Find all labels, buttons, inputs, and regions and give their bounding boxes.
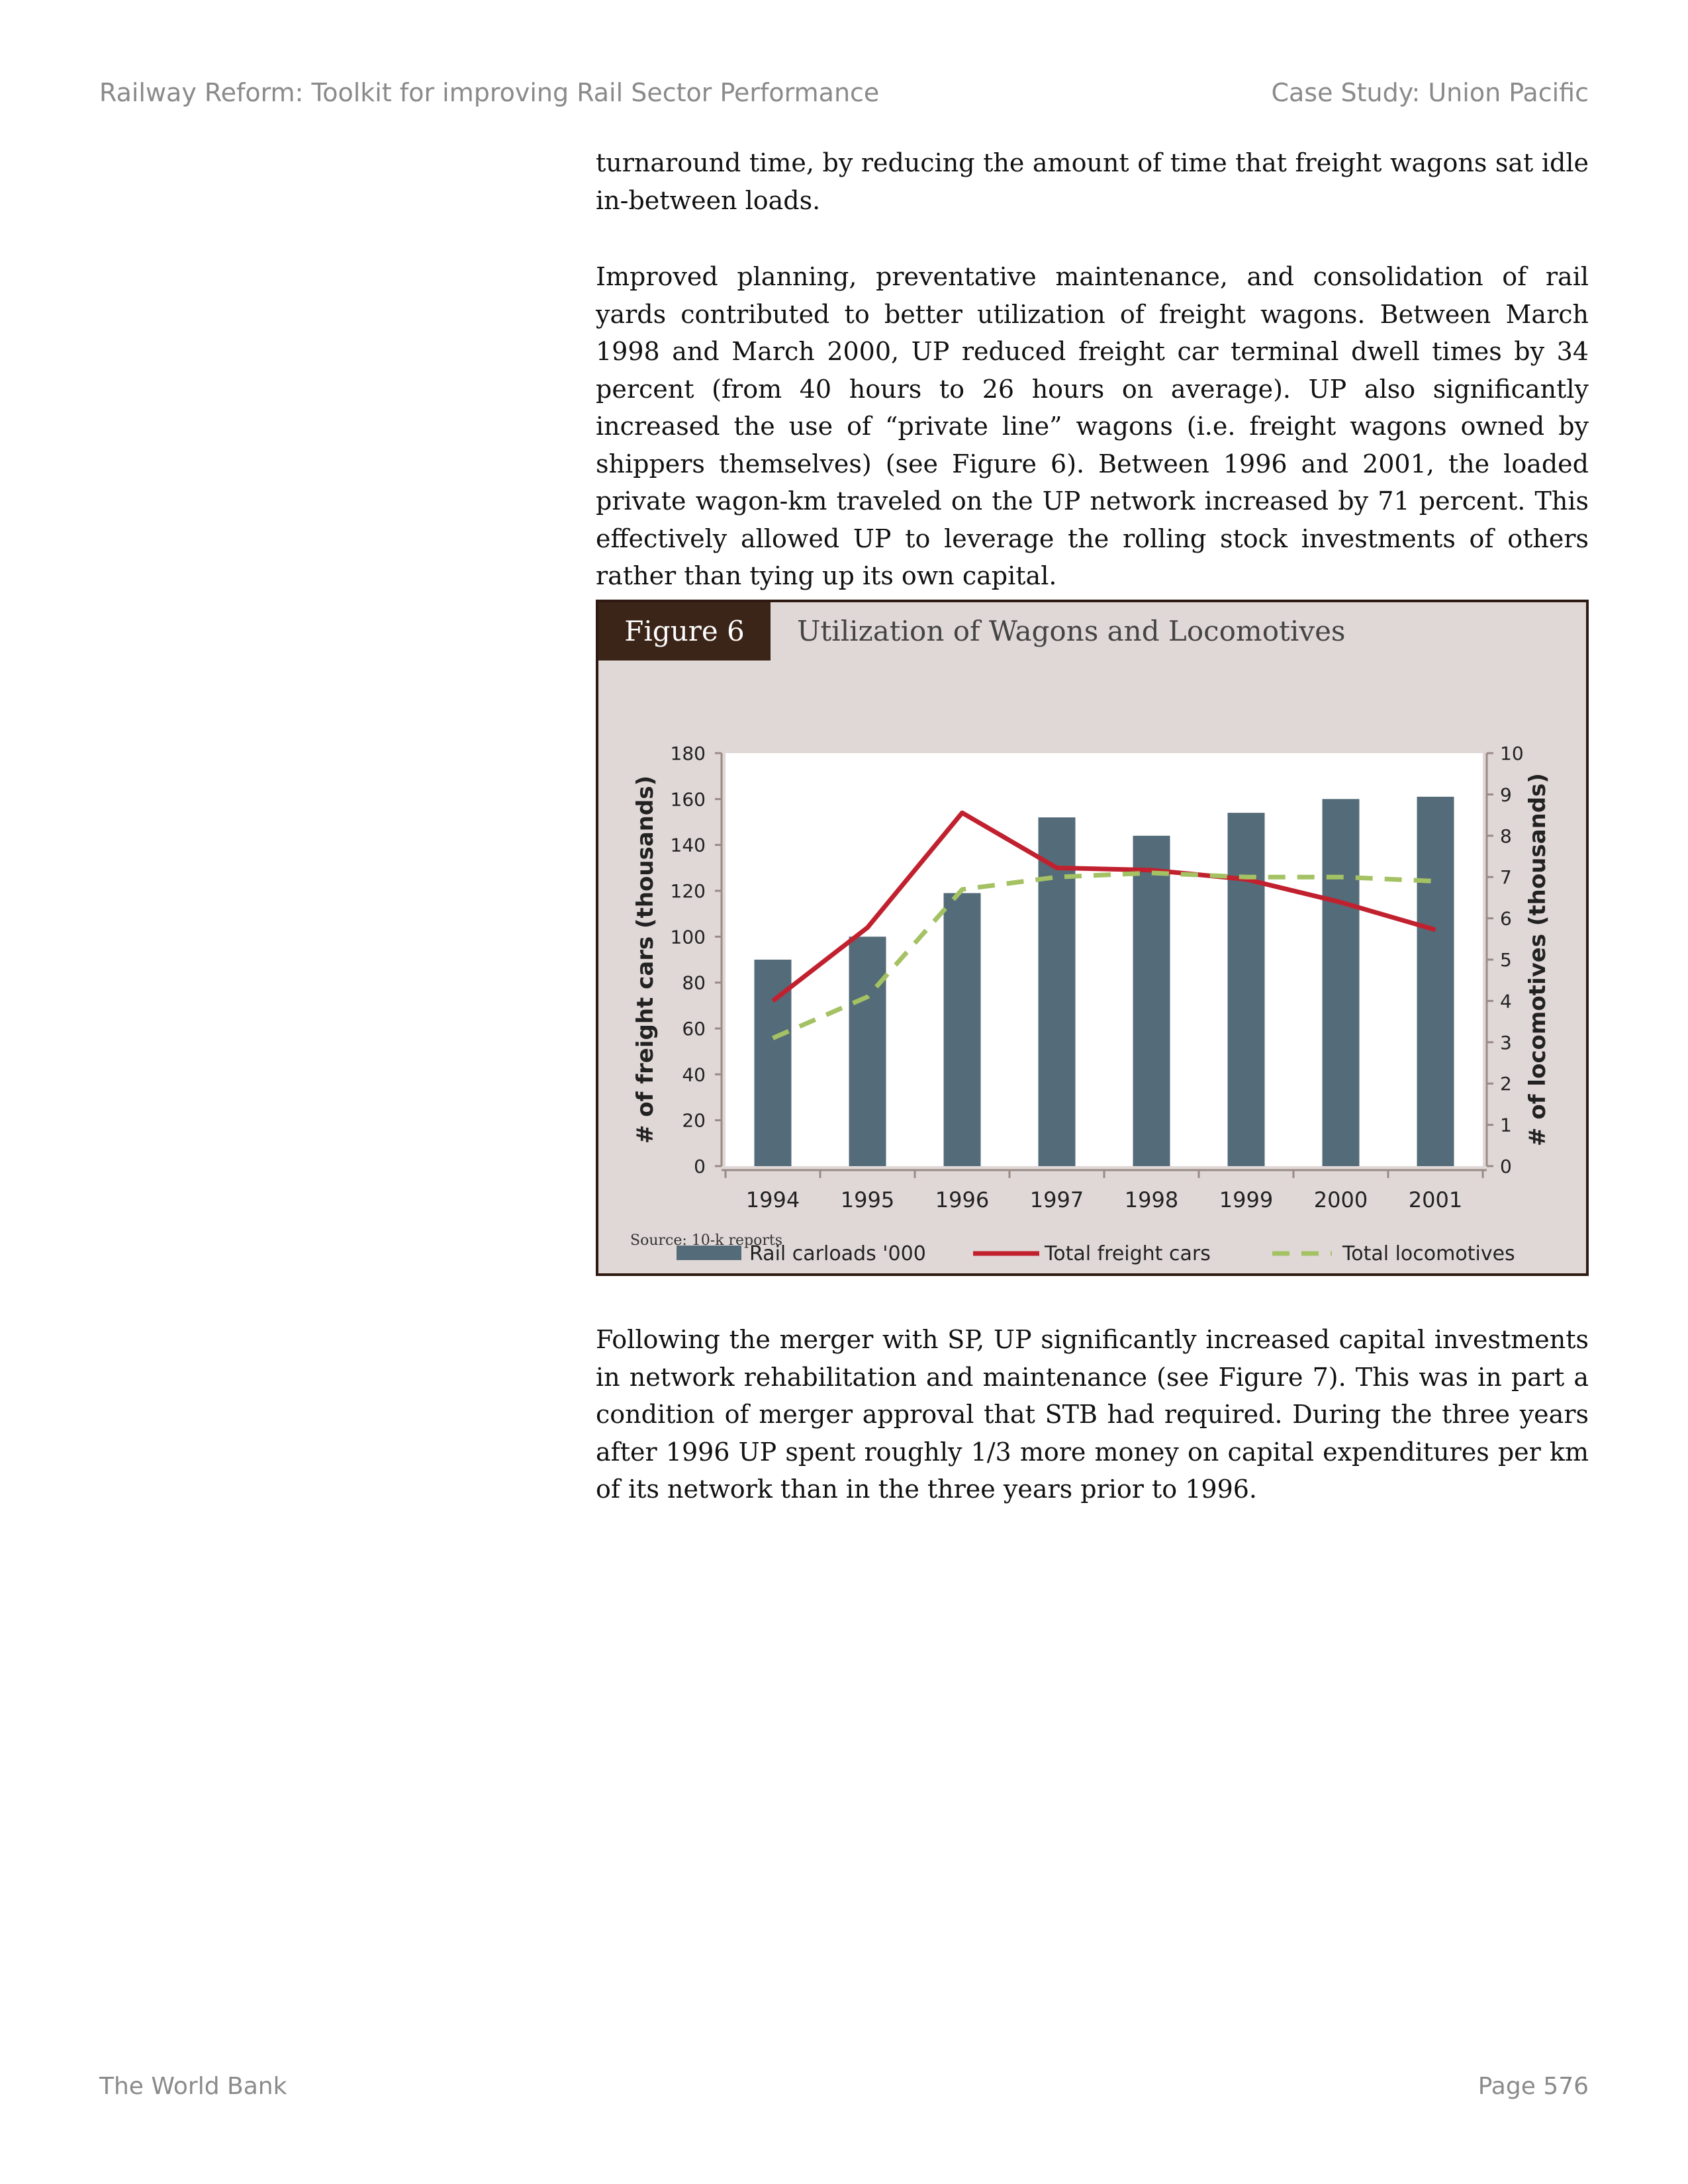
y-tick-label-right: 8 (1500, 825, 1512, 847)
x-tick-label: 1995 (840, 1187, 895, 1212)
x-tick-label: 1999 (1219, 1187, 1274, 1212)
bar-rail-carloads (1417, 797, 1454, 1166)
y-tick-label-right: 5 (1500, 949, 1512, 971)
y-tick-label-left: 160 (670, 788, 706, 811)
figure-source: Source: 10-k reports (630, 1232, 783, 1249)
y-tick-label-left: 0 (694, 1156, 706, 1177)
body-paragraph-2: Improved planning, preventative maintenance, and consolidation of rail yards contributed to better utilization of freight wagons. Between March 1998 and March 2000, UP reduced freight car terminal dwell times by 34 percent (from 40 hours to 26 hours on average). UP also significantly increased the use of “private line” wagons (i.e. freight wagons owned by shippers themselves) (see Figure 6). Between 1996 and 2001, the loaded private wagon-km traveled on the UP network increased by 71 percent. This effectively allowed UP to leverage the rolling stock investments of others rather than tying up its own capital. (596, 262, 1589, 590)
y-tick-label-left: 120 (670, 880, 706, 902)
legend-label-total-freight-cars: Total freight cars (1045, 1242, 1211, 1265)
y-tick-label-left: 140 (670, 834, 706, 856)
x-tick-label: 2000 (1313, 1187, 1368, 1212)
y-tick-label-right: 4 (1500, 990, 1512, 1013)
figure-title: Utilization of Wagons and Locomotives (797, 615, 1346, 647)
bar-rail-carloads (1228, 813, 1265, 1166)
running-header-title: Railway Reform: Toolkit for improving Rail Sector Performance (99, 78, 880, 107)
x-tick-label: 1996 (935, 1187, 990, 1212)
y-tick-label-right: 3 (1500, 1031, 1512, 1054)
figure-number: Figure 6 (598, 602, 771, 660)
utilization-chart (598, 660, 1586, 1283)
body-paragraph-1: turnaround time, by reducing the amount of time that freight wagons sat idle in-between loads. (596, 148, 1589, 215)
y-tick-label-right: 0 (1500, 1156, 1512, 1177)
y-tick-label-left: 20 (682, 1109, 706, 1132)
bar-rail-carloads (1133, 836, 1170, 1166)
x-tick-label: 2001 (1408, 1187, 1463, 1212)
body-paragraph-3: Following the merger with SP, UP significantly increased capital investments in network rehabilitation and maintenance (see Figure 7). This was in part a condition of merger approval that STB had required. During the three years after 1996 UP spent roughly 1/3 more money on capital expenditures per km of its network than in the three years prior to 1996. (596, 1325, 1589, 1504)
x-tick-label: 1998 (1124, 1187, 1179, 1212)
running-header-section: Case Study: Union Pacific (1271, 78, 1589, 107)
y-tick-label-right: 10 (1500, 743, 1524, 764)
y-tick-label-right: 9 (1500, 784, 1512, 806)
y-tick-label-right: 6 (1500, 907, 1512, 930)
y-tick-label-left: 100 (670, 926, 706, 948)
y-tick-label-right: 1 (1500, 1114, 1512, 1136)
y-axis-right-title: # of locomotives (thousands) (1524, 773, 1551, 1146)
figure-6 (596, 600, 1589, 1276)
plot-area (726, 753, 1483, 1166)
y-tick-label-left: 60 (682, 1018, 706, 1040)
y-tick-label-right: 2 (1500, 1073, 1512, 1095)
y-tick-label-left: 180 (670, 743, 706, 764)
bar-rail-carloads (944, 893, 981, 1166)
y-tick-label-left: 40 (682, 1064, 706, 1086)
page-number: Page 576 (1477, 2073, 1589, 2100)
footer-publisher: The World Bank (99, 2073, 287, 2100)
legend-label-total-locomotives: Total locomotives (1342, 1242, 1515, 1265)
bar-rail-carloads (849, 936, 886, 1166)
y-tick-label-right: 7 (1500, 866, 1512, 889)
x-tick-label: 1994 (745, 1187, 800, 1212)
x-tick-label: 1997 (1029, 1187, 1084, 1212)
bar-rail-carloads (1323, 799, 1360, 1166)
legend-label-rail-carloads: Rail carloads '000 (749, 1242, 926, 1265)
y-tick-label-left: 80 (682, 972, 706, 994)
y-axis-left-title: # of freight cars (thousands) (632, 775, 659, 1144)
